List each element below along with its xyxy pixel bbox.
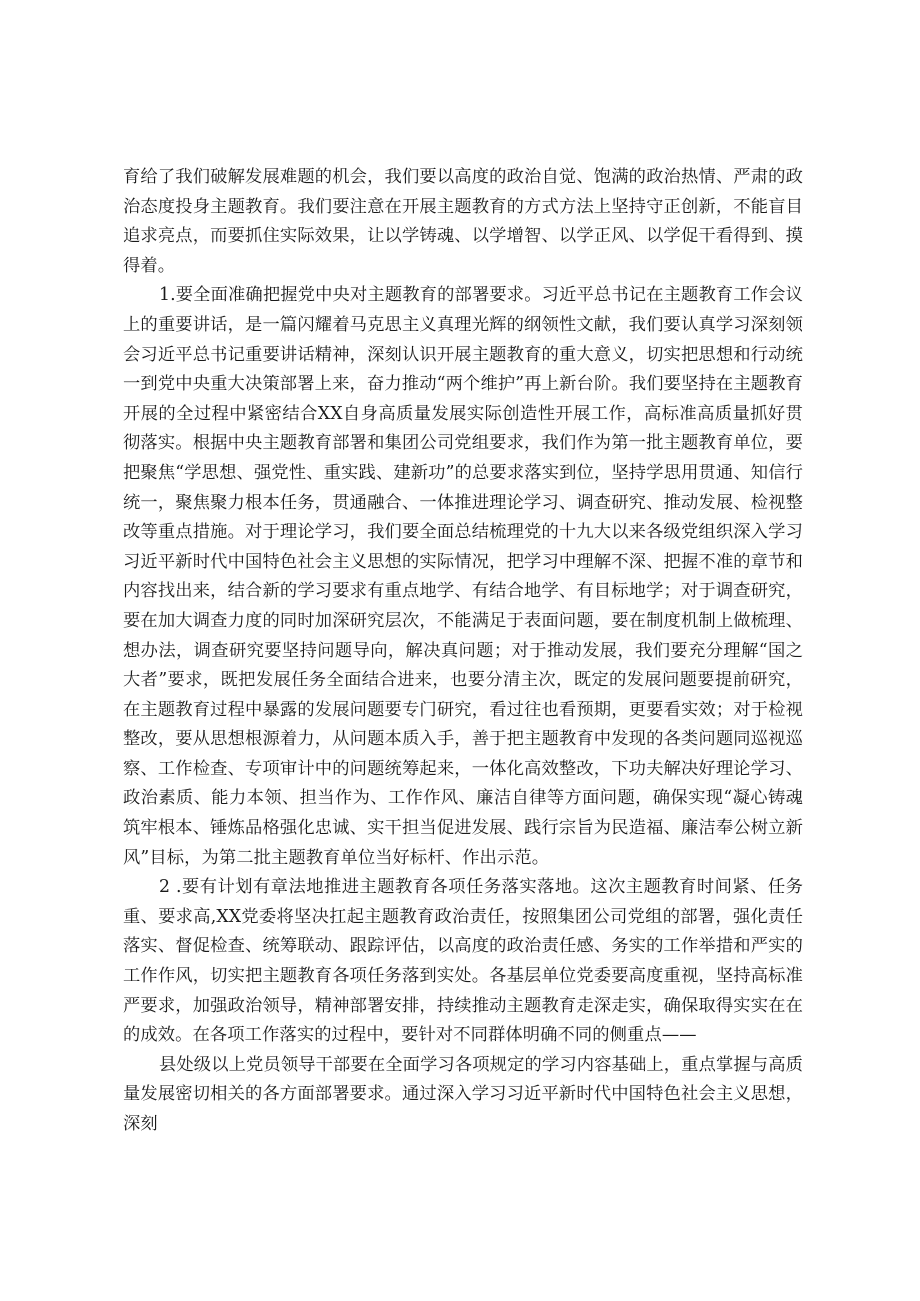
paragraph-continuation: 育给了我们破解发展难题的机会，我们要以高度的政治自觉、饱满的政治热情、严肃的政治态度投身主题教育。我们要注意在开展主题教育的方式方法上坚持守正创新，不能盲目追求亮点，而要抓住实际效果，让以学铸魂、以学增智、以学正风、以学促干看得到、摸得着。: [123, 167, 803, 276]
paragraph-section-1: 1.要全面准确把握党中央对主题教育的部署要求。习近平总书记在主题教育工作会议上的重要讲话，是一篇闪耀着马克思主义真理光辉的纲领性文献，我们要认真学习深刻领会习近平总书记重要讲话精神，深刻认识开展主题教育的重大意义，切实把思想和行动统一到党中央重大决策部署上来，奋力推动“两个维护”再上新台阶。我们要坚持在主题教育开展的全过程中紧密结合XX自身高质量发展实际创造性开展工作，高标准高质量抓好贯彻落实。根据中央主题教育部署和集团公司党组要求，我们作为第一批主题教育单位，要把聚焦“学思想、强党性、重实践、建新功”的总要求落实到位，坚持学思用贯通、知信行统一，聚焦聚力根本任务，贯通融合、一体推进理论学习、调查研究、推动发展、检视整改等重点措施。对于理论学习，我们要全面总结梳理党的十九大以来各级党组织深入学习习近平新时代中国特色社会主义思想的实际情况，把学习中理解不深、把握不准的章节和内容找出来，结合新的学习要求有重点地学、有结合地学、有目标地学；对于调查研究，要在加大调查力度的同时加深研究层次，不能满足于表面问题，要在制度机制上做梳理、想办法，调查研究要坚持问题导向，解决真问题；对于推动发展，我们要充分理解“国之大者”要求，既把发展任务全面结合进来，也要分清主次，既定的发展问题要提前研究，在主题教育过程中暴露的发展问题要专门研究，看过往也看预期，更要看实效；对于检视整改，要从思想根源着力，从问题本质入手，善于把主题教育中发现的各类问题同巡视巡察、工作检查、专项审计中的问题统筹起来，一体化高效整改，下功夫解决好理论学习、政治素质、能力本领、担当作为、工作作风、廉洁自律等方面问题，确保实现“凝心铸魂筑牢根本、锤炼品格强化忠诚、实干担当促进发展、践行宗旨为民造福、廉洁奉公树立新风”目标，为第二批主题教育单位当好标杆、作出示范。: [123, 285, 803, 868]
paragraph-section-2: 2 .要有计划有章法地推进主题教育各项任务落实落地。这次主题教育时间紧、任务重、要求高,XX党委将坚决扛起主题教育政治责任，按照集团公司党组的部署，强化责任落实、督促检查、统筹联动、跟踪评估，以高度的政治责任感、务实的工作举措和严实的工作作风，切实把主题教育各项任务落到实处。各基层单位党委要高度重视，坚持高标准严要求，加强政治领导，精神部署安排，持续推动主题教育走深走实，确保取得实实在在的成效。在各项工作落实的过程中，要针对不同群体明确不同的侧重点——: [123, 877, 803, 1046]
paragraph-county-level-cadres: 县处级以上党员领导干部要在全面学习各项规定的学习内容基础上，重点掌握与高质量发展密切相关的各方面部署要求。通过深入学习习近平新时代中国特色社会主义思想，深刻: [123, 1054, 803, 1134]
document-body: [123, 163, 803, 1140]
